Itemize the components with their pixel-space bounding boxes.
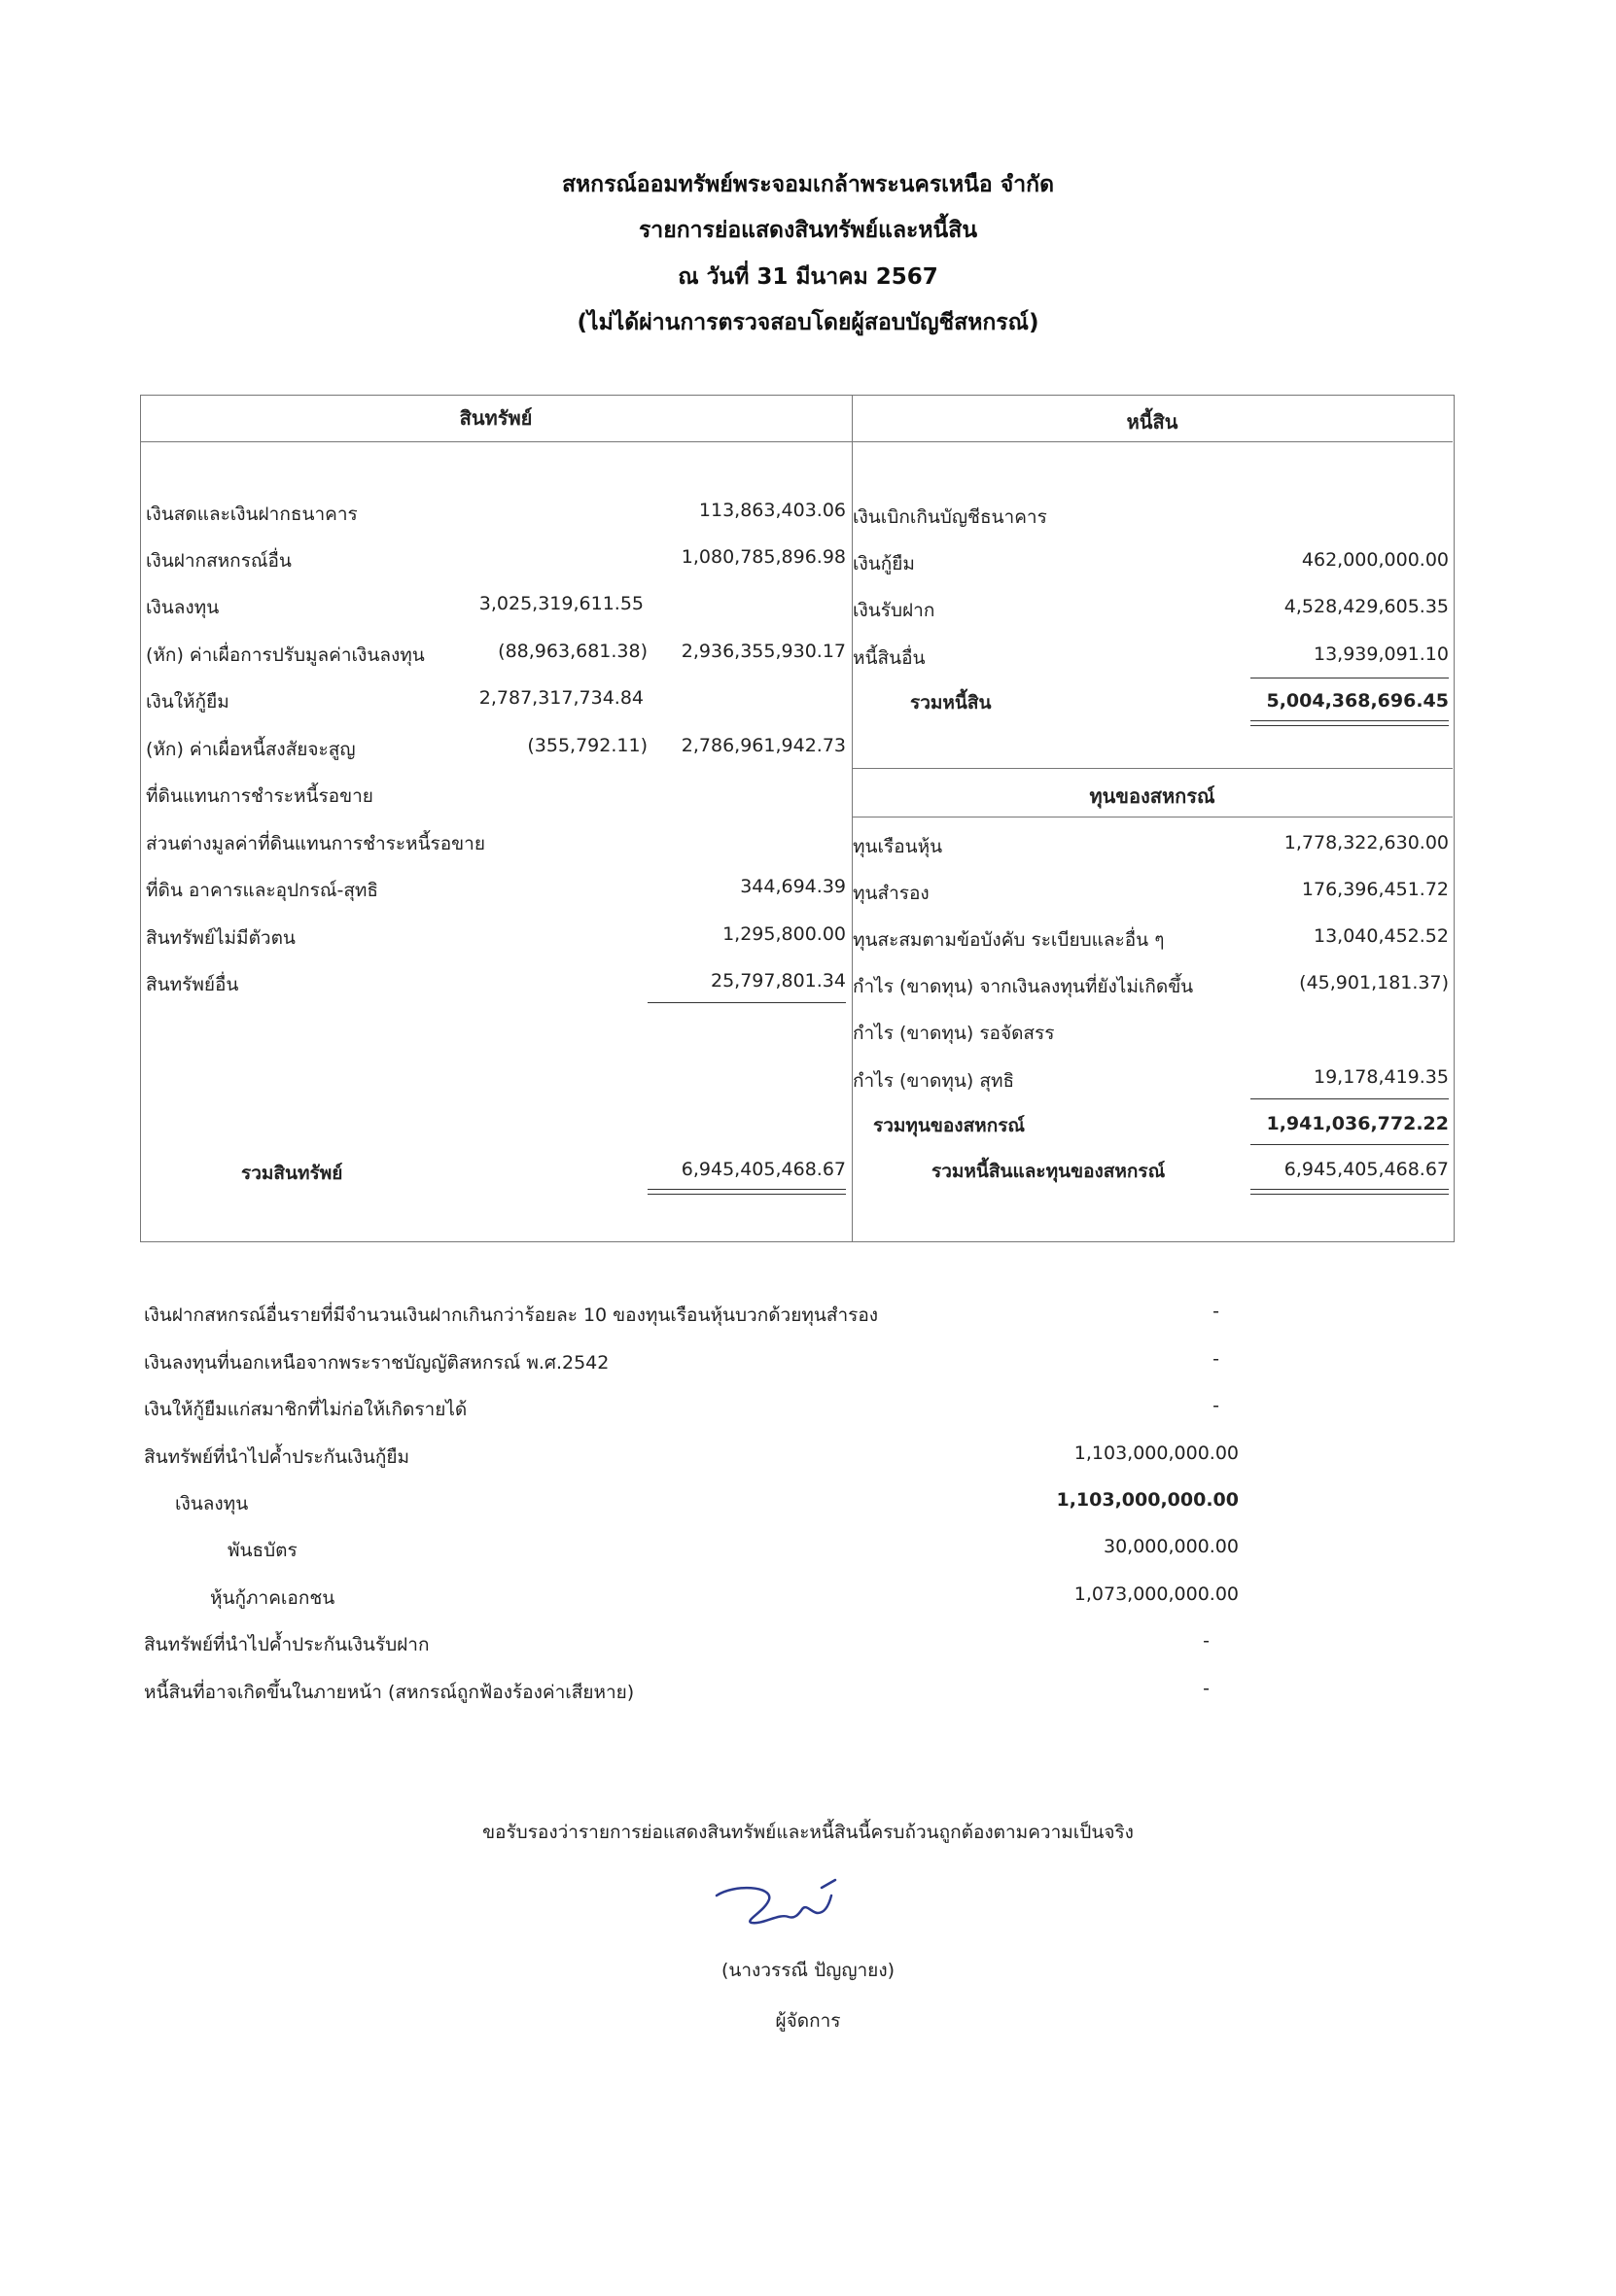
note-value: - xyxy=(1212,1348,1219,1370)
equity-label: กำไร (ขาดทุน) จากเงินลงทุนที่ยังไม่เกิดขึ้น xyxy=(853,976,1194,997)
asset-value: 2,936,355,930.17 xyxy=(681,641,846,662)
grand-total-double-rule xyxy=(1250,1189,1449,1195)
grand-total-value: 6,945,405,468.67 xyxy=(1283,1159,1449,1180)
equity-value: 19,178,419.35 xyxy=(1313,1066,1449,1088)
liabilities-total-label: รวมหนี้สิน xyxy=(910,692,992,713)
asset-value: 113,863,403.06 xyxy=(698,500,846,521)
certification-text: ขอรับรองว่ารายการย่อแสดงสินทรัพย์และหนี้สินนี้ครบถ้วนถูกต้องตามความเป็นจริง xyxy=(482,1822,1134,1843)
asset-label: (หัก) ค่าเผื่อการปรับมูลค่าเงินลงทุน xyxy=(146,644,425,666)
assets-subtotal-rule xyxy=(648,1002,846,1003)
liabilities-heading: หนี้สิน xyxy=(1126,410,1178,434)
assets-total-double-rule xyxy=(648,1189,846,1195)
asset-label: ที่ดินแทนการชำระหนี้รอขาย xyxy=(146,785,373,807)
report-org-name: สหกรณ์ออมทรัพย์พระจอมเกล้าพระนครเหนือ จำกัด xyxy=(561,172,1055,197)
asset-value: 25,797,801.34 xyxy=(710,970,846,991)
asset-value: 1,295,800.00 xyxy=(722,923,846,945)
asset-label: เงินสดและเงินฝากธนาคาร xyxy=(146,504,358,525)
note-label: หุ้นกู้ภาคเอกชน xyxy=(210,1587,335,1609)
signature-icon xyxy=(705,1874,851,1942)
asset-sub-value: 3,025,319,611.55 xyxy=(478,593,644,614)
asset-label: สินทรัพย์ไม่มีตัวตน xyxy=(146,927,296,949)
equity-value: (45,901,181.37) xyxy=(1299,972,1449,993)
grand-total-label: รวมหนี้สินและทุนของสหกรณ์ xyxy=(931,1161,1166,1182)
note-value: - xyxy=(1212,1395,1219,1416)
liabilities-total-double-rule xyxy=(1250,720,1449,726)
equity-heading: ทุนของสหกรณ์ xyxy=(1089,784,1215,808)
equity-total-value: 1,941,036,772.22 xyxy=(1266,1113,1449,1134)
note-label: เงินฝากสหกรณ์อื่นรายที่มีจำนวนเงินฝากเกินกว่าร้อยละ 10 ของทุนเรือนหุ้นบวกด้วยทุนสำรอง xyxy=(144,1305,879,1326)
report-audit-note: (ไม่ได้ผ่านการตรวจสอบโดยผู้สอบบัญชีสหกรณ์) xyxy=(577,310,1039,335)
note-label: เงินลงทุน xyxy=(175,1493,249,1514)
asset-label: ที่ดิน อาคารและอุปกรณ์-สุทธิ xyxy=(146,880,379,901)
equity-label: กำไร (ขาดทุน) สุทธิ xyxy=(853,1070,1015,1092)
liability-label: เงินรับฝาก xyxy=(853,600,935,621)
liability-value: 13,939,091.10 xyxy=(1313,644,1449,665)
assets-heading: สินทรัพย์ xyxy=(459,406,533,430)
asset-label: เงินให้กู้ยืม xyxy=(146,691,229,713)
asset-sub-value: (88,963,681.38) xyxy=(498,641,648,662)
liability-label: เงินเบิกเกินบัญชีธนาคาร xyxy=(853,506,1047,528)
note-label: สินทรัพย์ที่นำไปค้ำประกันเงินกู้ยืม xyxy=(144,1446,410,1468)
liability-value: 4,528,429,605.35 xyxy=(1283,596,1449,617)
liability-value: 462,000,000.00 xyxy=(1301,549,1449,571)
note-value: - xyxy=(1203,1630,1210,1652)
equity-total-label: รวมทุนของสหกรณ์ xyxy=(873,1115,1026,1136)
asset-value: 1,080,785,896.98 xyxy=(681,546,846,568)
note-label: หนี้สินที่อาจเกิดขึ้นในภายหน้า (สหกรณ์ถูกฟ้องร้องค่าเสียหาย) xyxy=(144,1682,635,1703)
assets-total-value: 6,945,405,468.67 xyxy=(681,1159,846,1180)
note-value: 30,000,000.00 xyxy=(1103,1536,1239,1557)
equity-label: ทุนสะสมตามข้อบังคับ ระเบียบและอื่น ๆ xyxy=(853,929,1165,951)
report-date: ณ วันที่ 31 มีนาคม 2567 xyxy=(678,264,938,290)
equity-heading-rule xyxy=(852,817,1453,818)
note-value: 1,073,000,000.00 xyxy=(1073,1583,1239,1605)
equity-value: 1,778,322,630.00 xyxy=(1283,832,1449,853)
liability-label: หนี้สินอื่น xyxy=(853,647,926,669)
assets-total-label: รวมสินทรัพย์ xyxy=(241,1163,343,1184)
asset-label: ส่วนต่างมูลค่าที่ดินแทนการชำระหนี้รอขาย xyxy=(146,833,485,854)
note-label: พันธบัตร xyxy=(228,1540,298,1561)
equity-value: 176,396,451.72 xyxy=(1301,879,1449,900)
asset-label: (หัก) ค่าเผื่อหนี้สงสัยจะสูญ xyxy=(146,739,356,760)
asset-sub-value: 2,787,317,734.84 xyxy=(478,687,644,709)
note-value: 1,103,000,000.00 xyxy=(1056,1489,1239,1511)
note-value: 1,103,000,000.00 xyxy=(1073,1443,1239,1464)
liabilities-total-value: 5,004,368,696.45 xyxy=(1266,690,1449,712)
note-value: - xyxy=(1212,1301,1219,1322)
asset-label: เงินลงทุน xyxy=(146,597,220,618)
equity-label: ทุนสำรอง xyxy=(853,883,930,904)
note-label: เงินให้กู้ยืมแก่สมาชิกที่ไม่ก่อให้เกิดรายได้ xyxy=(144,1399,468,1420)
signer-name: (นางวรรณี ปัญญายง) xyxy=(720,1960,896,1981)
header-rule xyxy=(140,441,1453,442)
equity-label: กำไร (ขาดทุน) รอจัดสรร xyxy=(853,1023,1055,1044)
asset-value: 344,694.39 xyxy=(740,876,846,897)
note-label: เงินลงทุนที่นอกเหนือจากพระราชบัญญัติสหกรณ์ พ.ศ.2542 xyxy=(144,1352,610,1374)
report-title: รายการย่อแสดงสินทรัพย์และหนี้สิน xyxy=(638,218,978,243)
asset-sub-value: (355,792.11) xyxy=(527,735,648,756)
note-value: - xyxy=(1203,1678,1210,1699)
signer-position: ผู้จัดการ xyxy=(775,2010,841,2032)
asset-label: สินทรัพย์อื่น xyxy=(146,974,239,995)
equity-top-rule xyxy=(852,768,1453,769)
liability-label: เงินกู้ยืม xyxy=(853,553,915,574)
equity-total-rule xyxy=(1250,1144,1449,1145)
equity-label: ทุนเรือนหุ้น xyxy=(853,836,943,857)
equity-subtotal-rule xyxy=(1250,1098,1449,1099)
asset-label: เงินฝากสหกรณ์อื่น xyxy=(146,550,292,572)
equity-value: 13,040,452.52 xyxy=(1313,925,1449,947)
asset-value: 2,786,961,942.73 xyxy=(681,735,846,756)
note-label: สินทรัพย์ที่นำไปค้ำประกันเงินรับฝาก xyxy=(144,1634,430,1655)
